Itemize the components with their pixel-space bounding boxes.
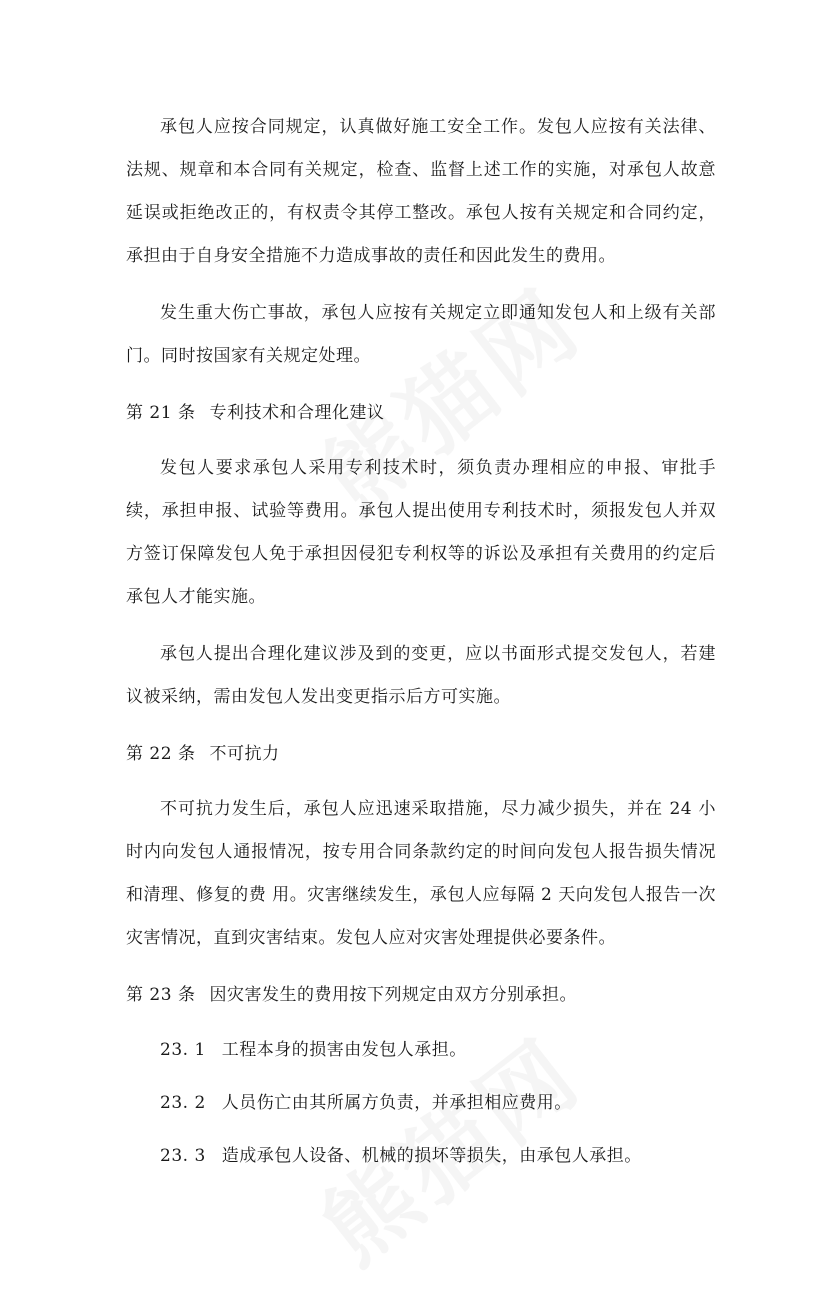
article-heading-22 — [126, 733, 716, 776]
article-number: 第 22 条 — [126, 744, 196, 764]
item-number: 23. 1 — [160, 1040, 206, 1060]
article-heading-23 — [126, 974, 716, 1017]
list-item — [126, 1135, 716, 1178]
article-title: 不可抗力 — [209, 744, 280, 764]
article-title: 专利技术和合理化建议 — [209, 403, 385, 423]
item-text: 工程本身的损害由发包人承担。 — [221, 1040, 467, 1060]
article-heading-21 — [126, 392, 716, 435]
paragraph: 发生重大伤亡事故，承包人应按有关规定立即通知发包人和上级有关部门。同时按国家有关规定处理。 — [126, 303, 716, 366]
paragraph: 发包人要求承包人采用专利技术时，须负责办理相应的申报、审批手续，承担申报、试验等费用。承包人提出使用专利技术时，须报发包人并双方签订保障发包人免于承担因侵犯专利权等的诉讼及承担有关费用的约定后承包人才能实施。 — [126, 458, 716, 607]
article-number: 第 23 条 — [126, 985, 196, 1005]
item-text: 人员伤亡由其所属方负责，并承担相应费用。 — [221, 1093, 572, 1113]
article-title: 因灾害发生的费用按下列规定由双方分别承担。 — [209, 985, 577, 1005]
item-text: 造成承包人设备、机械的损坏等损失，由承包人承担。 — [221, 1146, 642, 1166]
paragraph: 承包人应按合同规定，认真做好施工安全工作。发包人应按有关法律、法规、规章和本合同有关规定，检查、监督上述工作的实施，对承包人故意延误或拒绝改正的，有权责令其停工整改。承包人按有关规定和合同约定，承担由于自身安全措施不力造成事故的责任和因此发生的费用。 — [126, 117, 716, 266]
article-number: 第 21 条 — [126, 403, 196, 423]
paragraph: 承包人提出合理化建议涉及到的变更，应以书面形式提交发包人，若建议被采纳，需由发包人发出变更指示后方可实施。 — [126, 644, 716, 707]
paragraph: 不可抗力发生后，承包人应迅速采取措施，尽力减少损失，并在 24 小时内向发包人通报情况，按专用合同条款约定的时间向发包人报告损失情况和清理、修复的费 用。灾害继续发生，承包人应每隔 2 天向发包人报告一次灾害情况，直到灾害结束。发包人应对灾害处理提供必要条件。 — [126, 799, 716, 948]
item-number: 23. 2 — [160, 1093, 206, 1113]
item-number: 23. 3 — [160, 1146, 206, 1166]
list-item — [126, 1082, 716, 1125]
document-body — [126, 106, 716, 1188]
list-item — [126, 1029, 716, 1072]
